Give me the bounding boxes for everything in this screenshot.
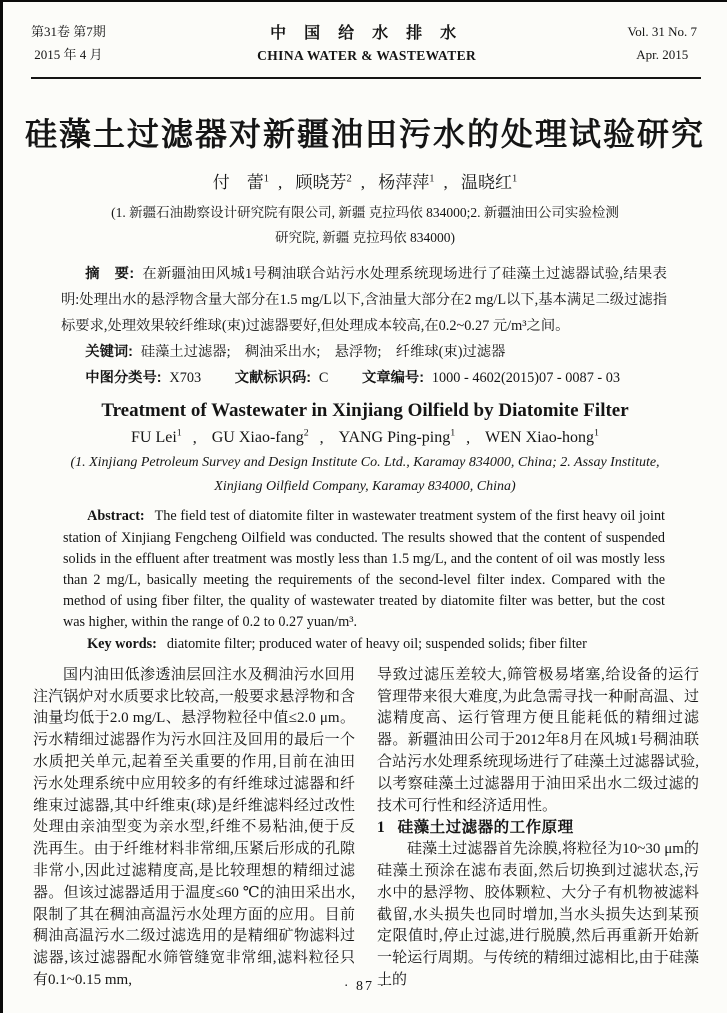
keywords-label-cn: 关键词: — [85, 344, 133, 360]
author-superscript: 1 — [263, 173, 269, 185]
section-1-number: 1 — [377, 819, 386, 837]
keywords-text-en: diatomite filter; produced water of heavy oil; suspended solids; fiber filter — [166, 635, 587, 652]
volume-issue-en: Vol. 31 No. 7 — [627, 24, 697, 39]
header-left — [31, 20, 106, 66]
author-superscript: 1 — [450, 428, 456, 439]
author-separator: , — [443, 173, 448, 192]
doc-code-value: C — [318, 370, 329, 386]
author-cn — [295, 173, 351, 192]
article-id-pair — [362, 370, 620, 386]
abstract-en — [63, 506, 665, 633]
article-title-cn: 硅藻土过滤器对新疆油田污水的处理试验研究 — [24, 116, 705, 152]
authors-en — [3, 428, 727, 447]
abstract-text-en: The field test of diatomite filter in wastewater treatment system of the first heavy oil joint station of Xinjiang Fengcheng Oilfield was conducted. The results showed that the content of suspended solids in the effluent after treatment was mostly less than 1.5 mg/L, and the content of oil was mostly less than 2 mg/L, basically meeting the requirements of the second-level filter index. Compared with the method of using fiber filter, the quality of wastewater treated by diatomite filter was better, but the cost was higher, within the range of 0.2 to 0.27 yuan/m³. — [63, 508, 665, 631]
author-name: GU Xiao-fang — [211, 429, 304, 447]
author-cn — [378, 173, 434, 192]
author-superscript: 1 — [512, 173, 518, 185]
article-id-value: 1000 - 4602(2015)07 - 0087 - 03 — [431, 370, 621, 386]
column-right — [377, 665, 699, 992]
author-en — [131, 429, 182, 446]
author-en — [212, 429, 309, 446]
intro-paragraph-part2: 导致过滤压差较大,筛管极易堵塞,给设备的运行管理带来很大难度,为此急需寻找一种耐高温、过滤精度高、运行管理方便且能耗低的精细过滤器。新疆油田公司于2012年8月在风城1号稠油联合站污水处理系统现场进行了硅藻土过滤器试验,以考察硅藻土过滤器用于油田采出水二级过滤的技术可行性和经济适用性。 — [377, 666, 699, 814]
article-id-label: 文章编号: — [362, 370, 424, 386]
journal-header — [3, 2, 727, 66]
author-en — [485, 429, 599, 446]
author-name: 顾晓芳 — [295, 173, 347, 192]
affiliation-cn — [3, 200, 727, 250]
author-name: 付 蕾 — [212, 173, 264, 192]
section-1-heading — [377, 817, 699, 839]
abstract-en-block — [63, 506, 665, 654]
keywords-cn — [61, 339, 667, 365]
author-superscript: 2 — [303, 428, 309, 439]
section-1-title: 硅藻土过滤器的工作原理 — [397, 819, 574, 837]
body-columns — [33, 665, 699, 992]
keywords-text-cn: 硅藻土过滤器; 稠油采出水; 悬浮物; 纤维球(束)过滤器 — [140, 344, 506, 360]
date-en: Apr. 2015 — [636, 47, 689, 62]
author-superscript: 1 — [594, 428, 599, 439]
journal-name-en: CHINA WATER & WASTEWATER — [257, 48, 477, 63]
author-separator: , — [192, 429, 197, 447]
authors-cn — [3, 168, 727, 193]
affiliation-en-line1: (1. Xinjiang Petroleum Survey and Design Institute Co. Ltd., Karamay 834000, China; 2. Assay Institute, — [70, 455, 660, 471]
journal-name-cn: 中 国 给 水 排 水 — [270, 25, 464, 42]
author-name: 杨萍萍 — [378, 173, 430, 192]
intro-paragraph-part1: 国内油田低渗透油层回注水及稠油污水回用注汽锅炉对水质要求比较高,一般要求悬浮物和含油量均低于2.0 mg/L、悬浮物粒径中值≤2.0 μm。污水精细过滤器作为污水回注及回用的最后一个水质把关单元,起着至关重要的作用,目前在油田污水处理系统中应用较多的有纤维球过滤器和纤维束过滤器,其中纤维束(球)是纤维滤料经过改性处理由亲油型变为亲水型,纤维不易粘油,便于反洗再生。由于纤维材料非常细,压紧后形成的孔隙非常小,因此过滤精度高,是比较理想的精细过滤器。但该过滤器适用于温度≤60 ℃的油田采出水,限制了其在稠油高温污水处理方面的应用。目前稠油高温污水二级过滤选用的是精细矿物滤料过滤器,该过滤器配水筛管缝宽非常细,滤料粒径只有0.1~0.15 mm, — [33, 666, 355, 988]
author-superscript: 2 — [346, 173, 352, 185]
abstract-cn-block — [61, 261, 667, 391]
author-separator: , — [466, 429, 471, 447]
article-title-en: Treatment of Wastewater in Xinjiang Oilfield by Diatomite Filter — [101, 400, 629, 421]
keywords-en — [63, 634, 665, 655]
page-number: · 87 · — [343, 979, 387, 994]
author-name: WEN Xiao-hong — [485, 429, 595, 447]
column-left — [33, 665, 355, 992]
abstract-cn — [61, 261, 667, 339]
clc-value: X703 — [169, 370, 202, 386]
doc-code-pair — [235, 370, 329, 386]
author-name: FU Lei — [131, 429, 177, 447]
author-cn — [461, 173, 517, 192]
affiliation-en-line2: Xinjiang Oilfield Company, Karamay 834000, China) — [214, 479, 516, 495]
clc-label: 中图分类号: — [85, 370, 162, 386]
author-en — [339, 429, 456, 446]
volume-issue-cn: 第31卷 第7期 — [31, 24, 106, 39]
section-1-paragraph: 硅藻土过滤器首先涂膜,将粒径为10~30 μm的硅藻土预涂在滤布表面,然后切换到过滤状态,污水中的悬浮物、胶体颗粒、大分子有机物被滤料截留,水头损失也同时增加,当水头损失达到某预定限值时,停止过滤,进行脱膜,然后再重新开始新一轮运行周期。与传统的精细过滤相比,由于硅藻土的 — [377, 841, 699, 988]
classification-line — [61, 365, 667, 391]
header-divider — [31, 77, 701, 79]
affiliation-cn-line1: (1. 新疆石油勘察设计研究院有限公司, 新疆 克拉玛依 834000;2. 新疆油田公司实验检测 — [111, 205, 619, 220]
author-name: 温晓红 — [461, 173, 513, 192]
author-cn — [213, 173, 269, 192]
abstract-label-cn: 摘 要: — [85, 266, 135, 282]
header-center — [257, 20, 476, 64]
doc-code-label: 文献标识码: — [234, 370, 312, 386]
affiliation-en — [3, 451, 727, 499]
author-separator: , — [360, 173, 365, 192]
keywords-label-en: Key words: — [87, 635, 157, 652]
author-separator: , — [277, 173, 283, 192]
abstract-label-en: Abstract: — [87, 508, 145, 525]
abstract-text-cn: 在新疆油田风城1号稠油联合站污水处理系统现场进行了硅藻土过滤器试验,结果表明:处理出水的悬浮物含量大部分在1.5 mg/L以下,含油量大部分在2 mg/L以下,基本满足二级过滤指标要求,处理效果较纤维球(束)过滤器要好,但处理成本较高,在0.2~0.27 元/m³之间。 — [61, 266, 667, 334]
author-superscript: 1 — [176, 428, 182, 439]
affiliation-cn-line2: 研究院, 新疆 克拉玛依 834000) — [275, 230, 455, 245]
header-right — [628, 20, 697, 66]
date-cn: 2015 年 4 月 — [34, 47, 103, 62]
clc-pair — [85, 370, 201, 386]
author-separator: , — [319, 429, 324, 447]
author-name: YANG Ping-ping — [338, 429, 451, 447]
author-superscript: 1 — [429, 173, 435, 185]
